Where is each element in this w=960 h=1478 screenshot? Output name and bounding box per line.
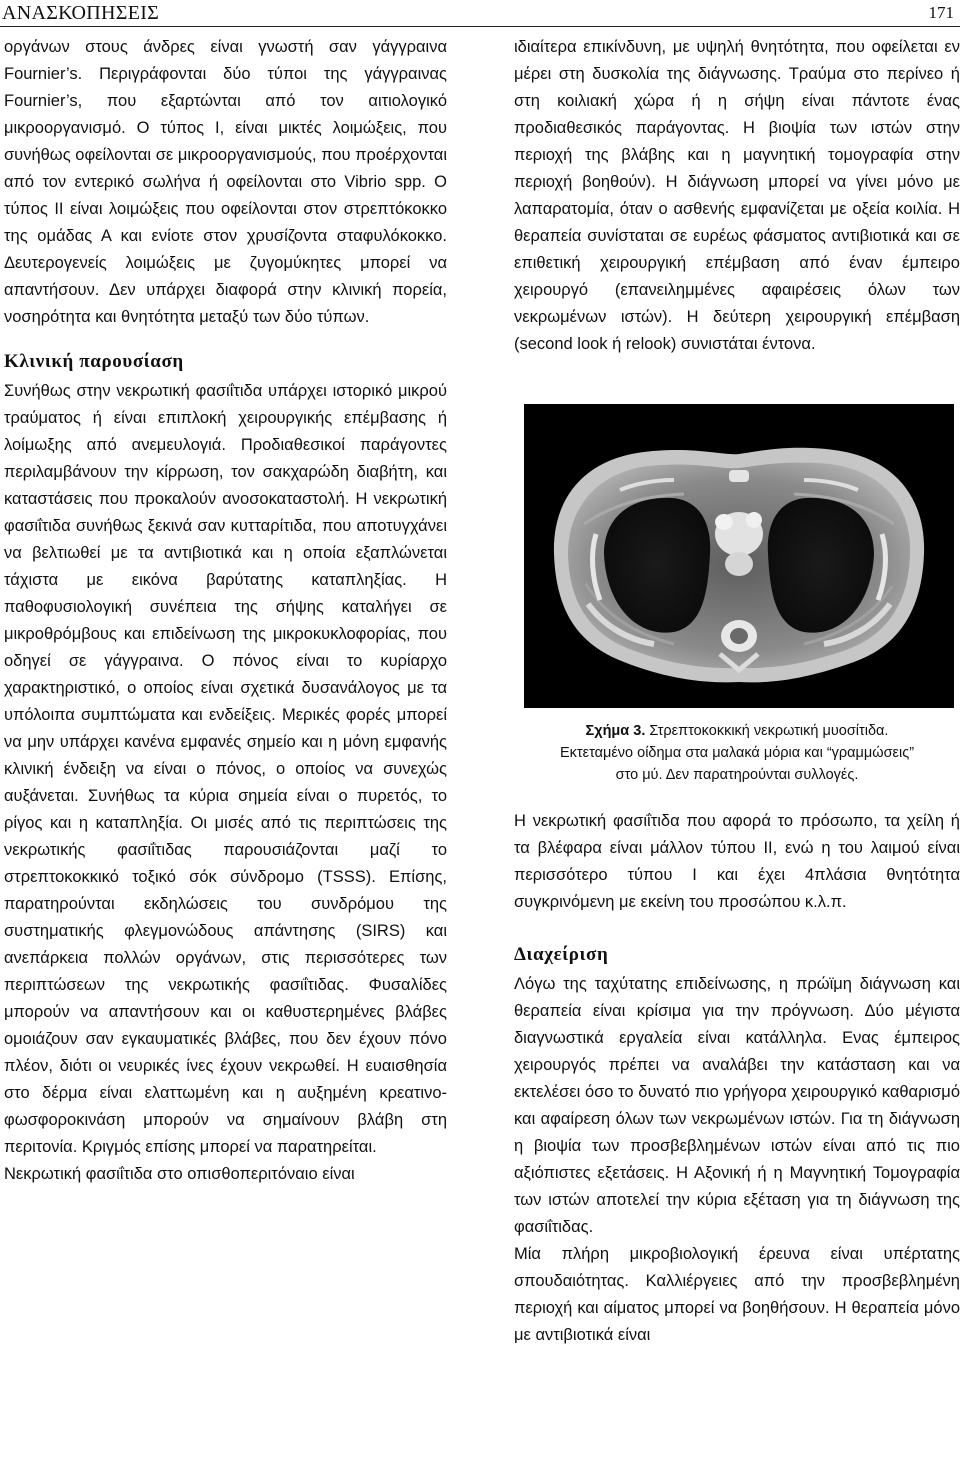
caption-line-2: Εκτεταμένο οίδημα στα μαλακά μόρια και “γραμμώσεις” bbox=[559, 745, 915, 761]
heading-clinical-presentation: Κλινική παρουσίαση bbox=[4, 351, 184, 372]
ct-scan-figure bbox=[524, 404, 954, 708]
page-number: 171 bbox=[928, 3, 954, 22]
right-column bbox=[514, 34, 960, 1349]
figure-label: Σχήμα 3. bbox=[585, 723, 646, 739]
figure-caption bbox=[514, 720, 960, 786]
left-tail-paragraph: Νεκρωτική φασιΐτιδα στο οπισθοπεριτόναιο είναι bbox=[4, 1165, 355, 1183]
caption-line-1: Στρεπτοκοκκική νεκρωτική μυοσίτιδα. bbox=[649, 723, 889, 739]
left-column bbox=[4, 34, 447, 1188]
clinical-presentation-paragraph: Συνήθως στην νεκρωτική φασιΐτιδα υπάρχει ιστορικό μικρού τραύματος ή είναι επιπλοκή χειρουργικής επέμβασης ή λοίμωξης από ανεμευλογιά. Προδιαθεσικοί παράγοντες περιλαμβάνουν την κίρρωση, τον σακχαρώδη διαβήτη, και καταστάσεις που προκαλούν ανοσοκαταστολή. Η νεκρωτική φασιΐτιδα συνήθως ξεκινά σαν κυτταρίτιδα, που αποτυγχάνει να βελτιωθεί με τα αντιβιοτικά και η οποία εξαπλώνεται τάχιστα με εικόνα βαρύτατης καταπληξίας. Η παθοφυσιολογική συνέπεια της σήψης καταλήγει σε μικροθρόμβους και επιδείνωση της μικροκυκλοφορίας, που οδηγεί σε γάγγραινα. Ο πόνος είναι το κυρίαρχο χαρακτηριστικό, ο οποίος είναι σχετικά δυσανάλογος με τα υπόλοιπα συμπτώματα και ενδείξεις. Μερικές φορές μπορεί να μην υπάρχει κανένα εμφανές σημείο και η μόνη εμφανής κλινική ένδειξη να είναι ο πόνος, ο οποίος να συνεχώς αυξάνεται. Συνήθως τα κύρια σημεία είναι ο πυρετός, το ρίγος και η καταπληξία. Οι μισές από τις περιπτώσεις της νεκρωτικής φασιΐτιδας παρουσιάζονται μαζί το στρεπτοκοκκικό τοξικό σόκ σύνδρομο (TSSS). Επίσης, παρατηρούνται εκδηλώσεις του συνδρόμου της συστηματικής φλεγμονώδους απάντησης (SIRS) και ανεπάρκεια πολλών οργάνων, στις περισσότερες των περιπτώσεων της νεκρωτικής φασιΐτιδας. Φυσαλίδες μπορούν να απαντήσουν και οι καθυστερημένες βλάβες ομοιάζουν σαν εγκαυματικές βλάβες, που δεν έχουν πόνο πλέον, διότι οι νευρικές ίνες έχουν νεκρωθεί. Η ευαισθησία στο δέρμα είναι ελαττωμένη και η αυξημένη κρεατινο-φωσφοροκινάση μπορούν να σημαίνουν βλάβη στη περιτονία. Κριγμός επίσης μπορεί να παρατηρείται. bbox=[4, 382, 447, 1156]
caption-line-3: στο μύ. Δεν παρατηρούνται συλλογές. bbox=[615, 767, 859, 783]
page-header bbox=[0, 0, 960, 30]
header-divider bbox=[0, 26, 960, 27]
section-title: ΑΝΑΣΚΟΠΗΣΕΙΣ bbox=[2, 2, 160, 24]
left-intro-paragraph: οργάνων στους άνδρες είναι γνωστή σαν γάγγραινα Fournier’s. Περιγράφονται δύο τύποι της γάγγραινας Fournier’s, που εξαρτώνται από τον αιτιολογικό μικροοργανισμό. Ο τύπος Ι, είναι μικτές λοιμώξεις, που συνήθως οφείλονται σε μικροοργανισμούς, που προέρχονται από τον εντερικό σωλήνα ή οφείλονται στο Vibrio spp. Ο τύπος ΙΙ είναι λοιμώξεις που οφείλονται στον στρεπτόκοκκο της ομάδας Α και ενίοτε στον χρυσίζοντα σταφυλόκοκκο. Δευτερογενείς λοιμώξεις με ζυγομύκητες μπορεί να απαντήσουν. Δεν υπάρχει διαφορά στην κλινική πορεία, νοσηρότητα και θνητότητα μεταξύ των δύο τύπων. bbox=[4, 38, 447, 326]
right-intro-paragraph: ιδιαίτερα επικίνδυνη, με υψηλή θνητότητα, που οφείλεται εν μέρει στη δυσκολία της διάγνωσης. Τραύμα στο περίνεο ή στη κοιλιακή χώρα ή η σήψη είναι πάντοτε ένας προδιαθεσικός παράγοντας. Η βιοψία των ιστών στην περιοχή της βλάβης και η μαγνητική τομογραφία στην περιοχή βοηθούν). Η διάγνωση μπορεί να γίνει μόνο με λαπαρατομία, όταν ο ασθενής εμφανίζεται με οξεία κοιλία. Η θεραπεία συνίσταται σε ευρέως φάσματος αντιβιοτικά και σε επιθετική χειρουργική επέμβαση από έναν έμπειρο χειρουργό (επανειλημμένες αφαιρέσεις όλων των νεκρωμένων ιστών). Η δεύτερη χειρουργική επέμβαση (second look ή relook) συνιστάται έντονα. bbox=[514, 38, 960, 353]
facial-fasciitis-paragraph: Η νεκρωτική φασιΐτιδα που αφορά το πρόσωπο, τα χείλη ή τα βλέφαρα είναι μάλλον τύπου ΙΙ, ενώ η του λαιμού είναι περισσότερο τύπου Ι και έχει 4πλάσια θνητότητα συγκρινόμενη με εκείνη του προσώπου κ.λ.π. bbox=[514, 812, 960, 911]
ct-scan-image bbox=[524, 404, 954, 708]
management-paragraph-2: Μία πλήρη μικροβιολογική έρευνα είναι υπέρτατης σπουδαιότητας. Καλλιέργειες από την προσβεβλημένη περιοχή και αίματος μπορεί να βοηθήσουν. Η θεραπεία μόνο με αντιβιοτικά είναι bbox=[514, 1245, 960, 1344]
heading-management: Διαχείριση bbox=[514, 944, 609, 965]
management-paragraph-1: Λόγω της ταχύτατης επιδείνωσης, η πρώϊμη διάγνωση και θεραπεία είναι κρίσιμα για την πρόγνωση. Δύο μέγιστα διαγνωστικά εργαλεία είναι κατάλληλα. Ενας έμπειρος χειρουργός πρέπει να αναλάβει την κατάσταση και να εκτελέσει όσο το δυνατό πιο γρήγορα χειρουργικό καθαρισμό και αφαίρεση όλων των νεκρωμένων ιστών. Για τη διάγνωση η βιοψία των προσβεβλημένων ιστών είναι από τις πιο αξιόπιστες εξετάσεις. Η Αξονική ή η Μαγνητική Τομογραφία των ιστών αποτελεί την κύρια εξέταση για τη διάγνωση της φασιΐτιδας. bbox=[514, 975, 960, 1236]
